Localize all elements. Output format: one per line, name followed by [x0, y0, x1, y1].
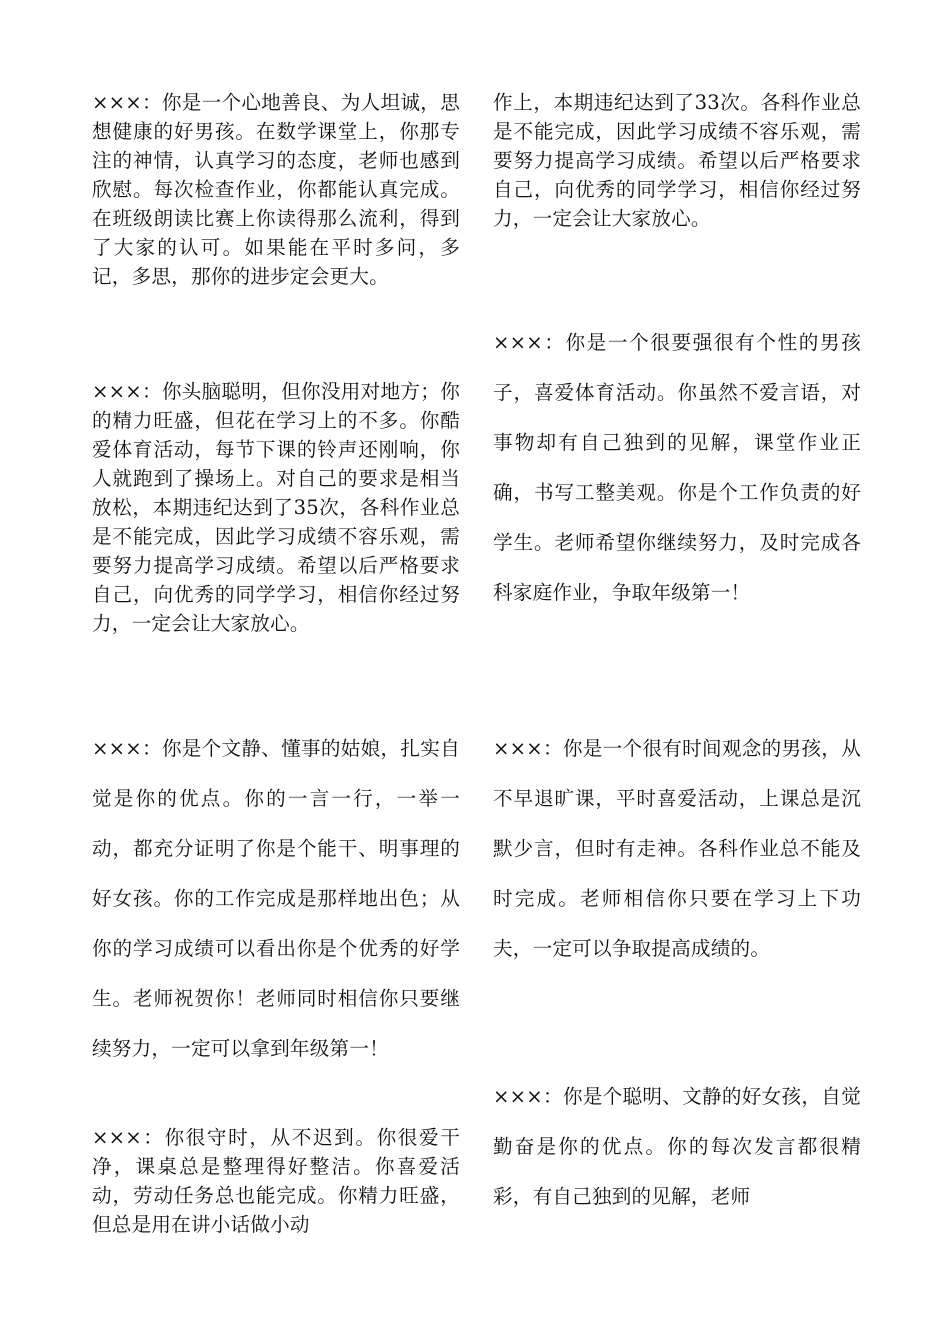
- comment-paragraph: ×××：你是一个心地善良、为人坦诚，思想健康的好男孩。在数学课堂上，你那专注的神情，认真学习的态度，老师也感到欣慰。每次检查作业，你都能认真完成。在班级朗读比赛上你读得那么流利，得到了大家的认可。如果能在平时多问，多记，多思，那你的进步定会更大。: [92, 91, 460, 288]
- comment-paragraph: 作上，本期违纪达到了33次。各科作业总是不能完成，因此学习成绩不容乐观，需要努力提高学习成绩。希望以后严格要求自己，向优秀的同学学习，相信你经过努力，一定会让大家放心。: [493, 91, 861, 230]
- comment-paragraph: ×××：你是一个很有时间观念的男孩，从不早退旷课，平时喜爱活动，上课总是沉默少言，但时有走神。各科作业总不能及时完成。老师相信你只要在学习上下功夫，一定可以争取提高成绩的。: [493, 737, 861, 960]
- comment-paragraph: ×××：你头脑聪明，但你没用对地方；你的精力旺盛，但花在学习上的不多。你酷爱体育活动，每节下课的铃声还刚响，你人就跑到了操场上。对自己的要求是相当放松，本期违纪达到了35次，各科作业总是不能完成，因此学习成绩不容乐观，需要努力提高学习成绩。希望以后严格要求自己，向优秀的同学学习，相信你经过努力，一定会让大家放心。: [92, 380, 460, 635]
- comment-paragraph: ×××：你是一个很要强很有个性的男孩子，喜爱体育活动。你虽然不爱言语，对事物却有自己独到的见解，课堂作业正确，书写工整美观。你是个工作负责的好学生。老师希望你继续努力，及时完成各科家庭作业，争取年级第一！: [493, 331, 861, 604]
- comment-paragraph: ×××：你是个文静、懂事的姑娘，扎实自觉是你的优点。你的一言一行，一举一动，都充分证明了你是个能干、明事理的好女孩。你的工作完成是那样地出色；从你的学习成绩可以看出你是个优秀的好学生。老师祝贺你！老师同时相信你只要继续努力，一定可以拿到年级第一！: [92, 737, 460, 1060]
- comment-paragraph: ×××：你是个聪明、文静的好女孩，自觉勤奋是你的优点。你的每次发言都很精彩，有自己独到的见解，老师: [493, 1085, 861, 1208]
- comment-paragraph: ×××：你很守时，从不迟到。你很爱干净，课桌总是整理得好整洁。你喜爱活动，劳动任务总也能完成。你精力旺盛，但总是用在讲小话做小动: [92, 1126, 460, 1236]
